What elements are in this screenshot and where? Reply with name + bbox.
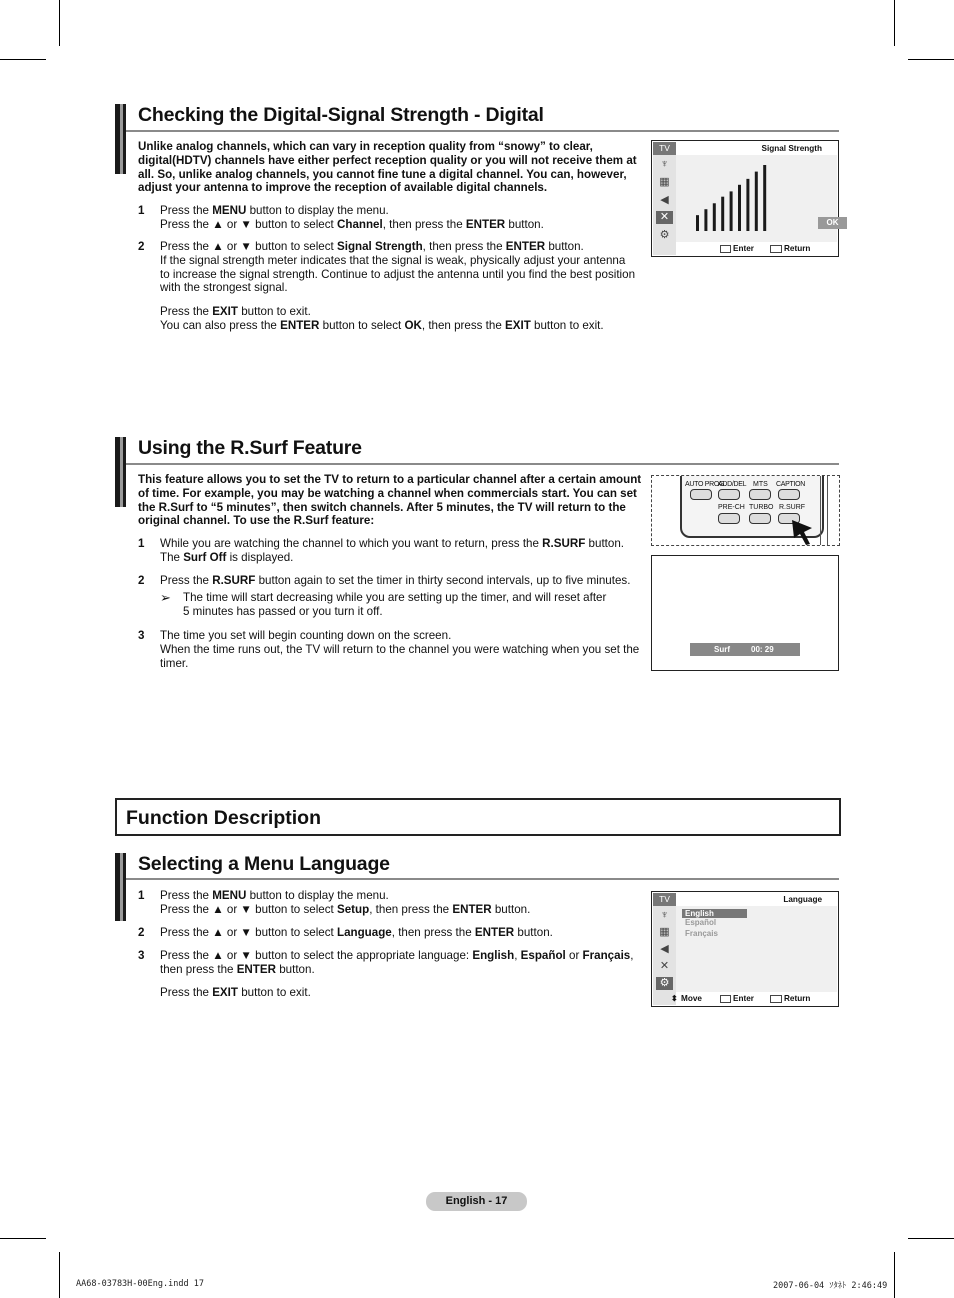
intro-paragraph: Unlike analog channels, which can vary in reception quality from “snowy” to clear, digital(HDTV) channels have either perfect reception quality or you will not receive them at all. So, unlike analog channels, you cannot fine tune a digital channel. You can, however, adjust your antenna to improve the reception of available digital channels. bbox=[138, 140, 637, 195]
surf-timer-bar: Surf 00: 29 bbox=[690, 643, 800, 656]
caption-button[interactable] bbox=[778, 489, 800, 500]
language-option-francais[interactable]: Français bbox=[685, 929, 718, 938]
remote-label-mts: MTS bbox=[753, 481, 768, 488]
osd-header: Signal Strength bbox=[761, 144, 822, 153]
add-del-button[interactable] bbox=[718, 489, 740, 500]
signal-strength-osd bbox=[651, 140, 839, 257]
surf-osd bbox=[651, 555, 839, 671]
osd-header: Language bbox=[783, 895, 822, 904]
section-title-signal-strength: Checking the Digital-Signal Strength - Digital bbox=[138, 104, 544, 126]
signal-bars bbox=[676, 155, 837, 241]
osd-footer: ⬍ Move Enter Return bbox=[671, 994, 811, 1003]
section-rule bbox=[126, 463, 839, 465]
section-rule bbox=[126, 878, 839, 880]
remote-label-rsurf: R.SURF bbox=[779, 504, 806, 511]
ok-button[interactable]: OK bbox=[818, 217, 847, 229]
picture-icon: ▦ bbox=[659, 176, 670, 188]
signal-bar bbox=[738, 185, 741, 231]
sound-icon: ◀ bbox=[660, 943, 669, 955]
turbo-button[interactable] bbox=[749, 513, 771, 524]
intro-paragraph: This feature allows you to set the TV to return to a particular channel after a certain amount of time. For example, you may be watching a channel when commercials start. You can set the R.Surf to “5 minutes”, then switch channels. After 5 minutes, the TV will return to the original channel. To use the R.Surf feature: bbox=[138, 473, 642, 528]
signal-bar bbox=[763, 165, 766, 231]
osd-main bbox=[676, 155, 837, 242]
function-description-box bbox=[115, 798, 841, 836]
sound-icon: ◀ bbox=[660, 194, 669, 206]
section-marker bbox=[115, 437, 126, 507]
section-marker bbox=[115, 104, 126, 174]
signal-bar bbox=[704, 209, 707, 231]
enter-icon bbox=[720, 245, 731, 253]
date-slug: 2007-06-04 ｿﾀﾈﾄ 2:46:49 bbox=[773, 1281, 888, 1291]
note-arrow-icon: ➢ bbox=[160, 590, 171, 605]
return-icon bbox=[770, 995, 782, 1003]
mts-button[interactable] bbox=[749, 489, 771, 500]
pre-ch-button[interactable] bbox=[718, 513, 740, 524]
antenna-icon: ♆ bbox=[660, 909, 669, 921]
section-marker bbox=[115, 853, 126, 921]
setup-icon: ⚙ bbox=[659, 229, 670, 241]
channel-icon: ✕ bbox=[659, 960, 670, 972]
language-option-espanol[interactable]: Español bbox=[685, 918, 717, 927]
osd-main bbox=[676, 906, 837, 992]
remote-label-auto-prog: AUTO PROG. bbox=[685, 481, 726, 488]
page-number: English - 17 bbox=[426, 1192, 527, 1211]
section-rule bbox=[126, 130, 839, 132]
signal-bar bbox=[746, 179, 749, 231]
signal-bar bbox=[696, 215, 699, 231]
section-title-rsurf: Using the R.Surf Feature bbox=[138, 437, 362, 459]
osd-footer: Enter Return bbox=[676, 242, 837, 255]
language-osd bbox=[651, 891, 839, 1007]
tv-label: TV bbox=[653, 893, 676, 906]
remote-label-turbo: TURBO bbox=[749, 504, 774, 511]
remote-label-caption: CAPTION bbox=[776, 481, 806, 488]
language-option-english[interactable]: English bbox=[682, 909, 747, 918]
enter-icon bbox=[720, 995, 731, 1003]
tv-label: TV bbox=[653, 142, 676, 155]
signal-bar bbox=[721, 197, 724, 231]
function-description-title: Function Description bbox=[126, 807, 321, 829]
return-icon bbox=[770, 245, 782, 253]
move-icon: ⬍ bbox=[671, 994, 678, 1003]
remote-label-pre-ch: PRE-CH bbox=[718, 504, 745, 511]
antenna-icon: ♆ bbox=[660, 158, 669, 170]
auto-prog-button[interactable] bbox=[690, 489, 712, 500]
signal-bar bbox=[713, 203, 716, 231]
file-slug: AA68-03783H-00Eng.indd 17 bbox=[76, 1279, 204, 1289]
remote-label-add-del: ADD/DEL bbox=[718, 481, 747, 488]
remote-illustration bbox=[651, 475, 840, 546]
pointer-arrow-icon bbox=[790, 516, 820, 546]
setup-icon: ⚙ bbox=[656, 977, 673, 990]
channel-icon: ✕ bbox=[656, 211, 673, 224]
section-title-menu-language: Selecting a Menu Language bbox=[138, 853, 390, 875]
signal-bar bbox=[755, 172, 758, 231]
picture-icon: ▦ bbox=[659, 926, 670, 938]
signal-bar bbox=[730, 191, 733, 231]
